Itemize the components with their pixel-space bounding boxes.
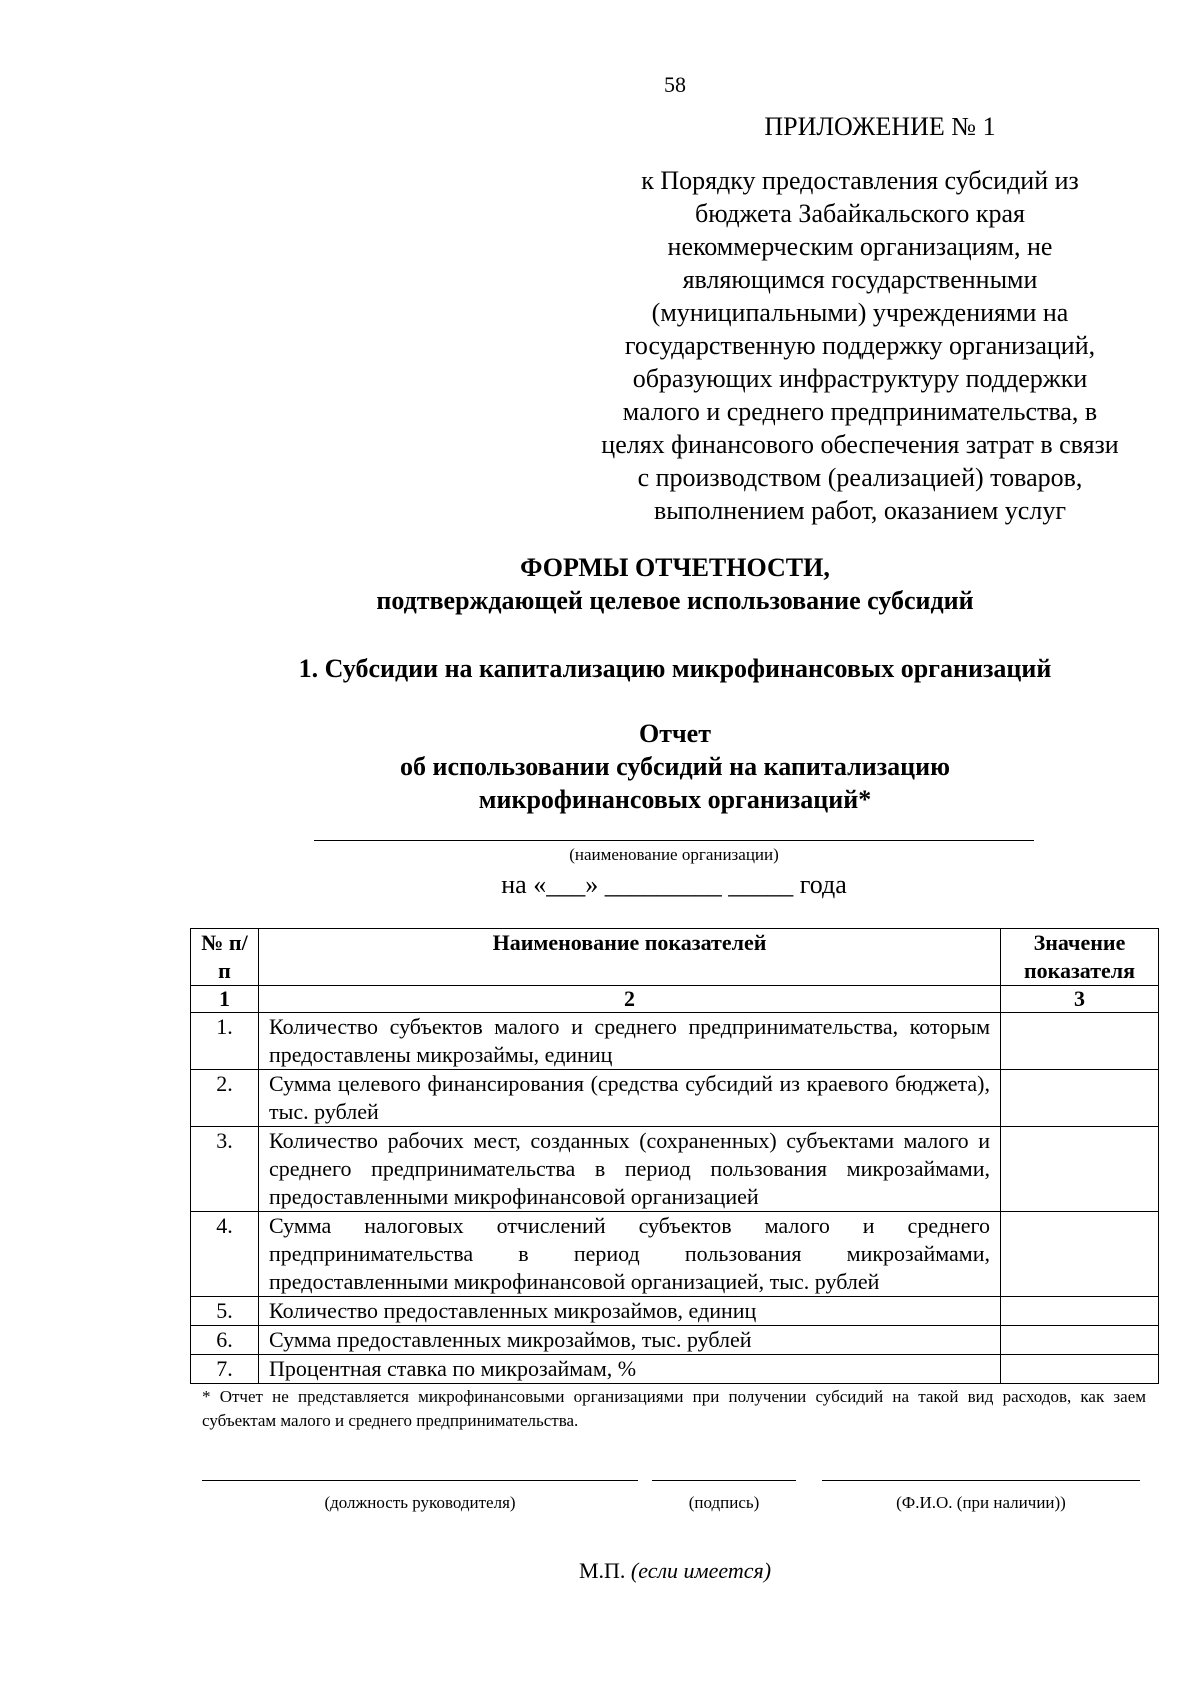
appendix-line: выполнением работ, оказанием услуг [654, 496, 1066, 525]
row-number: 3. [191, 1127, 259, 1212]
table-row [191, 1212, 1159, 1297]
report-heading-line: Отчет [639, 719, 711, 748]
row-value-cell[interactable] [1001, 1013, 1159, 1070]
row-value-cell[interactable] [1001, 1326, 1159, 1355]
table-row [191, 1070, 1159, 1127]
forms-heading-line: подтверждающей целевое использование субсидий [376, 586, 974, 615]
section-heading [0, 652, 1200, 685]
row-value-cell[interactable] [1001, 1297, 1159, 1326]
organization-name-field[interactable] [314, 840, 1034, 841]
table-row [191, 1297, 1159, 1326]
table-row [191, 1013, 1159, 1070]
table-row [191, 1127, 1159, 1212]
column-header-value: Значение показателя [1001, 929, 1159, 986]
forms-heading [0, 551, 1200, 617]
appendix-line: образующих инфраструктуру поддержки [632, 364, 1088, 393]
appendix-line: целях финансового обеспечения затрат в связи [601, 430, 1119, 459]
row-value-cell[interactable] [1001, 1355, 1159, 1384]
appendix-line: бюджета Забайкальского края [694, 199, 1026, 228]
report-date-line: на «___» _________ _____ года [501, 870, 847, 899]
row-indicator-name: Сумма налоговых отчислений субъектов малого и среднего предпринимательства в период пользования микрозаймами, предоставленными микрофинансовой организацией, тыс. рублей [259, 1212, 1001, 1297]
row-value-cell[interactable] [1001, 1070, 1159, 1127]
row-indicator-name: Количество предоставленных микрозаймов, единиц [259, 1297, 1001, 1326]
row-number: 5. [191, 1297, 259, 1326]
organization-name-caption: (наименование организации) [569, 845, 779, 864]
row-indicator-name: Количество субъектов малого и среднего предпринимательства, которым предоставлены микрозаймы, единиц [259, 1013, 1001, 1070]
full-name-caption: (Ф.И.О. (при наличии)) [896, 1493, 1066, 1512]
column-header-number: № п/п [191, 929, 259, 986]
appendix-line: некоммерческим организациям, не [667, 232, 1053, 261]
row-number: 4. [191, 1212, 259, 1297]
section-heading-text: 1. Субсидии на капитализацию микрофинансовых организаций [298, 654, 1052, 683]
appendix-line: к Порядку предоставления субсидий из [641, 166, 1079, 195]
signature-line[interactable] [652, 1480, 796, 1481]
row-value-cell[interactable] [1001, 1127, 1159, 1212]
row-value-cell[interactable] [1001, 1212, 1159, 1297]
stamp-place [0, 1558, 1200, 1584]
report-heading [0, 717, 1200, 816]
column-number-row [191, 986, 1159, 1013]
footnote: * Отчет не представляется микрофинансовыми организациями при получении субсидий на такой вид расходов, как заем субъектам малого и среднего предпринимательства. [202, 1387, 1146, 1430]
table-row [191, 1355, 1159, 1384]
column-number: 1 [191, 986, 259, 1013]
full-name-signature-line[interactable] [822, 1480, 1140, 1481]
row-indicator-name: Процентная ставка по микрозаймам, % [259, 1355, 1001, 1384]
column-number: 2 [259, 986, 1001, 1013]
row-indicator-name: Сумма предоставленных микрозаймов, тыс. рублей [259, 1326, 1001, 1355]
row-number: 2. [191, 1070, 259, 1127]
row-indicator-name: Сумма целевого финансирования (средства субсидий из краевого бюджета), тыс. рублей [259, 1070, 1001, 1127]
appendix-line: с производством (реализацией) товаров, [637, 463, 1083, 492]
indicators-table [190, 928, 1159, 1384]
page-number: 58 [664, 72, 686, 97]
column-header-name: Наименование показателей [259, 929, 1001, 986]
position-caption: (должность руководителя) [324, 1493, 516, 1512]
row-number: 6. [191, 1326, 259, 1355]
signature-caption: (подпись) [688, 1493, 760, 1512]
table-header-row [191, 929, 1159, 986]
appendix-reference [560, 164, 1160, 527]
stamp-label: М.П. [578, 1558, 626, 1583]
report-heading-line: об использовании субсидий на капитализацию [400, 752, 950, 781]
row-number: 7. [191, 1355, 259, 1384]
report-heading-line: микрофинансовых организаций* [478, 785, 872, 814]
column-number: 3 [1001, 986, 1159, 1013]
stamp-note: (если имеется) [630, 1558, 772, 1583]
row-number: 1. [191, 1013, 259, 1070]
appendix-line: являющимся государственными [682, 265, 1038, 294]
appendix-line: государственную поддержку организаций, [624, 331, 1096, 360]
appendix-line: (муниципальными) учреждениями на [651, 298, 1069, 327]
forms-heading-line: ФОРМЫ ОТЧЕТНОСТИ, [520, 553, 830, 582]
appendix-line: малого и среднего предпринимательства, в [622, 397, 1098, 426]
table-row [191, 1326, 1159, 1355]
row-indicator-name: Количество рабочих мест, созданных (сохраненных) субъектами малого и среднего предпринимательства в период пользования микрозаймами, предоставленными микрофинансовой организацией [259, 1127, 1001, 1212]
appendix-title: ПРИЛОЖЕНИЕ № 1 [764, 112, 996, 141]
position-signature-line[interactable] [202, 1480, 638, 1481]
